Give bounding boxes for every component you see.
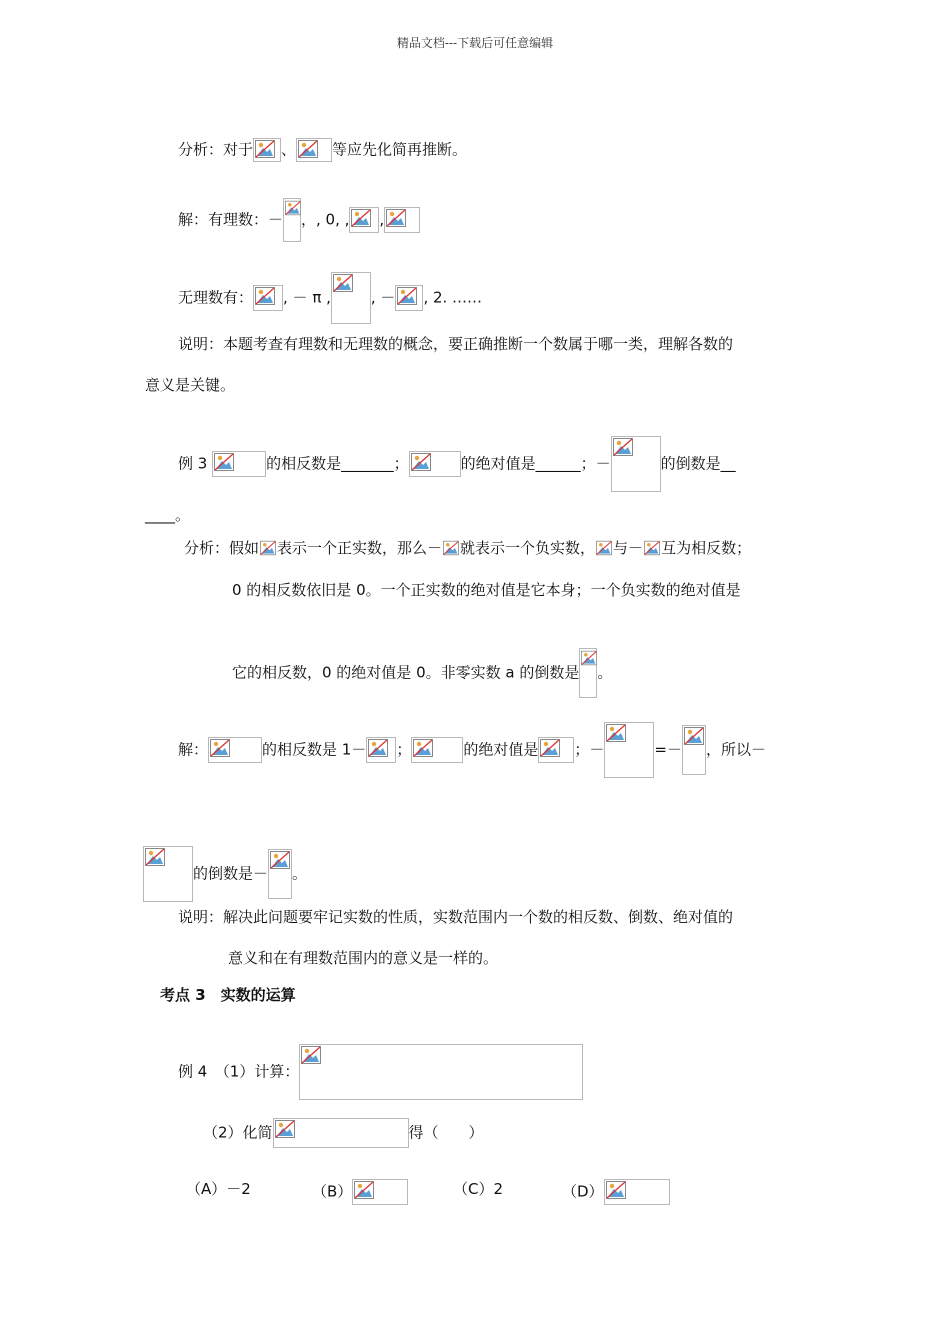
formula-image (253, 138, 281, 162)
broken-image-icon (275, 1120, 295, 1138)
broken-image-icon (411, 453, 431, 471)
broken-image-icon (145, 848, 165, 866)
formula-image (259, 539, 277, 559)
formula-image (296, 138, 332, 162)
choice-a: （A）－2 (186, 1180, 251, 1198)
broken-image-icon (285, 200, 301, 216)
formula-image (682, 725, 706, 775)
solution-example-3-line: 解： 的相反数是 1－ ； 的绝对值是 ；－ =－ ，所以－ (178, 722, 766, 778)
formula-image (331, 272, 371, 324)
broken-image-icon (255, 140, 275, 158)
formula-image (253, 285, 283, 311)
formula-image (442, 539, 460, 559)
broken-image-icon (255, 287, 275, 305)
explanation-line-2: 意义是关键。 (145, 376, 236, 394)
broken-image-icon (606, 1181, 626, 1199)
formula-image (411, 737, 463, 763)
formula-image (409, 451, 461, 477)
broken-image-icon (368, 739, 388, 757)
formula-image (604, 1179, 670, 1205)
broken-image-icon (351, 209, 371, 227)
broken-image-icon (596, 540, 612, 556)
formula-image (349, 207, 379, 233)
broken-image-icon (443, 540, 459, 556)
section-heading-topic-3: 考点 3 实数的运算 (160, 986, 296, 1004)
broken-image-icon (260, 540, 276, 556)
example-3-blank-end: ____。 (145, 506, 191, 524)
analysis-example-3-line-1: 分析：假如 表示一个正实数，那么－ 就表示一个负实数， 与－ 互为相反数； (184, 539, 752, 557)
formula-image (395, 285, 423, 311)
analysis-example-3-line-2: 0 的相反数依旧是 0。一个正实数的绝对值是它本身；一个负实数的绝对值是 (232, 581, 741, 599)
formula-image (643, 539, 661, 559)
analysis-example-3-line-3: 它的相反数，0 的绝对值是 0。非零实数 a 的倒数是 。 (232, 648, 612, 698)
broken-image-icon (581, 650, 597, 666)
formula-image (143, 846, 193, 902)
solution-irrational-line: 无理数有： , － π , , － , 2. …… (178, 272, 482, 324)
formula-image (273, 1118, 409, 1148)
formula-image (283, 198, 301, 242)
broken-image-icon (333, 274, 353, 292)
broken-image-icon (413, 739, 433, 757)
broken-image-icon (301, 1046, 321, 1064)
example-3-line: 例 3 的相反数是_______； 的绝对值是______；－ 的倒数是__ (178, 436, 736, 492)
page-header: 精品文档---下载后可任意编辑 (396, 36, 554, 50)
explanation-example-3-line-2: 意义和在有理数范围内的意义是一样的。 (228, 949, 499, 967)
formula-image (268, 849, 292, 899)
formula-image (352, 1179, 408, 1205)
formula-image (366, 737, 396, 763)
broken-image-icon (606, 724, 626, 742)
broken-image-icon (397, 287, 417, 305)
broken-image-icon (386, 209, 406, 227)
formula-image (299, 1044, 583, 1100)
solution-example-3-cont: 的倒数是－ 。 (143, 846, 307, 902)
explanation-example-3-line-1: 说明：解决此问题要牢记实数的性质，实数范围内一个数的相反数、倒数、绝对值的 (178, 908, 734, 926)
broken-image-icon (540, 739, 560, 757)
example-4-part-2: （2）化简 得（ ） (203, 1118, 484, 1148)
choice-c: （C）2 (453, 1180, 504, 1198)
broken-image-icon (354, 1181, 374, 1199)
explanation-line-1: 说明：本题考查有理数和无理数的概念，要正确推断一个数属于哪一类，理解各数的 (178, 335, 734, 353)
broken-image-icon (613, 438, 633, 456)
formula-image (538, 737, 574, 763)
solution-rational-line: 解：有理数：－ ，, 0, , , (178, 198, 420, 242)
formula-image (579, 648, 597, 698)
formula-image (208, 737, 262, 763)
analysis-line-1: 分析：对于 、 等应先化简再推断。 (178, 138, 467, 162)
example-4-part-1: 例 4 （1）计算： (178, 1044, 583, 1100)
formula-image (212, 451, 266, 477)
choice-b: （B） (312, 1179, 408, 1205)
formula-image (384, 207, 420, 233)
broken-image-icon (684, 727, 704, 745)
broken-image-icon (644, 540, 660, 556)
broken-image-icon (298, 140, 318, 158)
formula-image (611, 436, 661, 492)
broken-image-icon (214, 453, 234, 471)
broken-image-icon (270, 851, 290, 869)
choice-d: （D） (562, 1179, 670, 1205)
broken-image-icon (210, 739, 230, 757)
formula-image (604, 722, 654, 778)
formula-image (595, 539, 613, 559)
